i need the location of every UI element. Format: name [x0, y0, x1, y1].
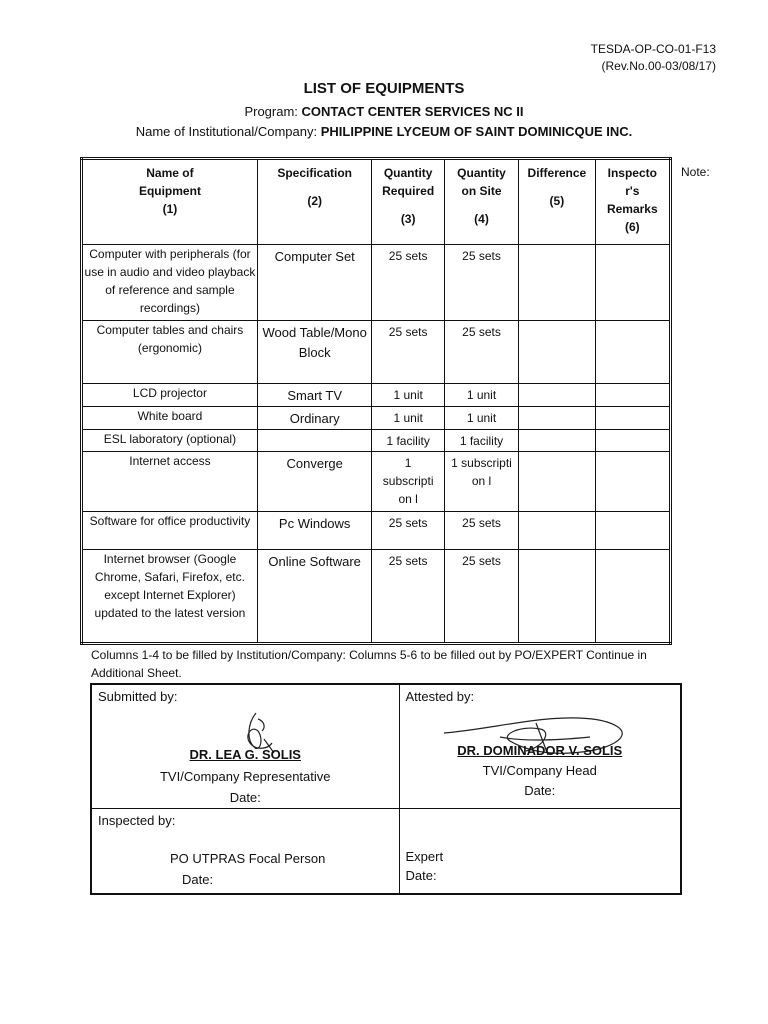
header-quantity-on-site: Quantity on Site (4) — [444, 159, 518, 245]
difference-cell[interactable] — [519, 245, 595, 321]
remarks-cell[interactable] — [595, 321, 670, 384]
header-difference: Difference (5) — [519, 159, 595, 245]
quantity-required: 1 facility — [372, 430, 444, 452]
equipment-spec: Online Software — [257, 550, 372, 644]
equipment-name: Computer with peripherals (for use in audio and video playback of reference and sample recordings) — [82, 245, 258, 321]
remarks-cell[interactable] — [595, 384, 670, 407]
inspected-by-cell — [91, 808, 399, 894]
inspected-by-date: Date: — [182, 871, 214, 887]
institution-line — [0, 124, 768, 139]
submitted-by-cell — [91, 684, 399, 808]
table-row — [82, 452, 671, 512]
difference-cell[interactable] — [519, 384, 595, 407]
document-title: LIST OF EQUIPMENTS — [303, 80, 465, 97]
table-row — [82, 245, 671, 321]
difference-cell[interactable] — [519, 452, 595, 512]
table-header-row — [82, 159, 671, 245]
remarks-cell[interactable] — [595, 452, 670, 512]
quantity-on-site: 25 sets — [444, 321, 518, 384]
table-row — [82, 512, 671, 550]
equipment-name: White board — [82, 407, 258, 430]
equipment-spec: Converge — [257, 452, 372, 512]
attested-by-role: TVI/Company Head — [482, 763, 597, 778]
program-line — [0, 104, 768, 119]
institution-label: Name of Institutional/Company: — [135, 124, 318, 139]
difference-cell[interactable] — [519, 321, 595, 384]
program-label: Program: — [244, 104, 298, 119]
equipment-name: Computer tables and chairs (ergonomic) — [82, 321, 258, 384]
equipment-spec: Pc Windows — [257, 512, 372, 550]
table-row — [82, 550, 671, 644]
attested-by-name: DR. DOMINADOR V. SOLIS — [457, 743, 623, 758]
quantity-required: 25 sets — [372, 512, 444, 550]
equipment-spec: Wood Table/Mono Block — [257, 321, 372, 384]
header-specification: Specification (2) — [257, 159, 372, 245]
signature-table — [90, 683, 682, 895]
difference-cell[interactable] — [519, 430, 595, 452]
table-row — [82, 384, 671, 407]
inspected-by-label: Inspected by: — [98, 812, 176, 828]
remarks-cell[interactable] — [595, 430, 670, 452]
quantity-required: 25 sets — [372, 321, 444, 384]
equipment-spec: Smart TV — [257, 384, 372, 407]
quantity-required: 1 unit — [372, 407, 444, 430]
header-quantity-required: Quantity Required (3) — [372, 159, 444, 245]
form-code-block — [591, 41, 716, 75]
quantity-on-site: 1 facility — [444, 430, 518, 452]
quantity-on-site: 1 unit — [444, 407, 518, 430]
attested-by-label: Attested by: — [405, 689, 475, 704]
equipment-name: Software for office productivity — [82, 512, 258, 550]
quantity-on-site: 1 subscripti on l — [444, 452, 518, 512]
form-code: TESDA-OP-CO-01-F13 — [590, 42, 716, 56]
remarks-cell[interactable] — [595, 550, 670, 644]
header-inspectors-remarks: Inspecto r's Remarks (6) — [595, 159, 670, 245]
equipment-name: Internet browser (Google Chrome, Safari, Firefox, etc. except Internet Explorer) updated to the latest version — [82, 550, 258, 644]
difference-cell[interactable] — [519, 407, 595, 430]
submitted-by-role: TVI/Company Representative — [159, 769, 331, 784]
quantity-on-site: 1 unit — [444, 384, 518, 407]
equipment-table — [80, 157, 672, 645]
program-value: CONTACT CENTER SERVICES NC II — [301, 104, 524, 119]
attested-by-date: Date: — [524, 783, 556, 798]
remarks-cell[interactable] — [595, 407, 670, 430]
quantity-required: 25 sets — [372, 550, 444, 644]
quantity-on-site: 25 sets — [444, 512, 518, 550]
note-label: Note: — [681, 165, 710, 179]
footnote: Columns 1-4 to be filled by Institution/Company: Columns 5-6 to be filled out by PO/EXPERT Continue in Additional Sheet. — [91, 648, 647, 680]
equipment-spec: Computer Set — [257, 245, 372, 321]
expert-date: Date: — [405, 867, 437, 883]
equipment-name: LCD projector — [82, 384, 258, 407]
quantity-required: 25 sets — [372, 245, 444, 321]
attested-by-cell — [399, 684, 681, 808]
table-row — [82, 407, 671, 430]
quantity-on-site: 25 sets — [444, 550, 518, 644]
equipment-spec — [257, 430, 372, 452]
remarks-cell[interactable] — [595, 245, 670, 321]
equipment-name: ESL laboratory (optional) — [82, 430, 258, 452]
quantity-required: 1 unit — [372, 384, 444, 407]
table-row — [82, 321, 671, 384]
expert-label: Expert — [405, 848, 444, 864]
quantity-required: 1 subscripti on l — [372, 452, 444, 512]
header-equipment: Name of Equipment (1) — [82, 159, 258, 245]
inspected-by-role: PO UTPRAS Focal Person — [170, 850, 326, 866]
equipment-spec: Ordinary — [257, 407, 372, 430]
difference-cell[interactable] — [519, 550, 595, 644]
submitted-by-name: DR. LEA G. SOLIS — [189, 747, 301, 762]
difference-cell[interactable] — [519, 512, 595, 550]
remarks-cell[interactable] — [595, 512, 670, 550]
signature-row-top — [91, 684, 681, 808]
expert-cell — [399, 808, 681, 894]
submitted-by-label: Submitted by: — [98, 689, 178, 704]
institution-value: PHILIPPINE LYCEUM OF SAINT DOMINICQUE INC. — [320, 124, 633, 139]
revision-number: (Rev.No.00-03/08/17) — [601, 59, 716, 73]
equipment-name: Internet access — [82, 452, 258, 512]
submitted-by-date: Date: — [229, 790, 261, 805]
signature-row-bottom — [91, 808, 681, 894]
table-row — [82, 430, 671, 452]
quantity-on-site: 25 sets — [444, 245, 518, 321]
